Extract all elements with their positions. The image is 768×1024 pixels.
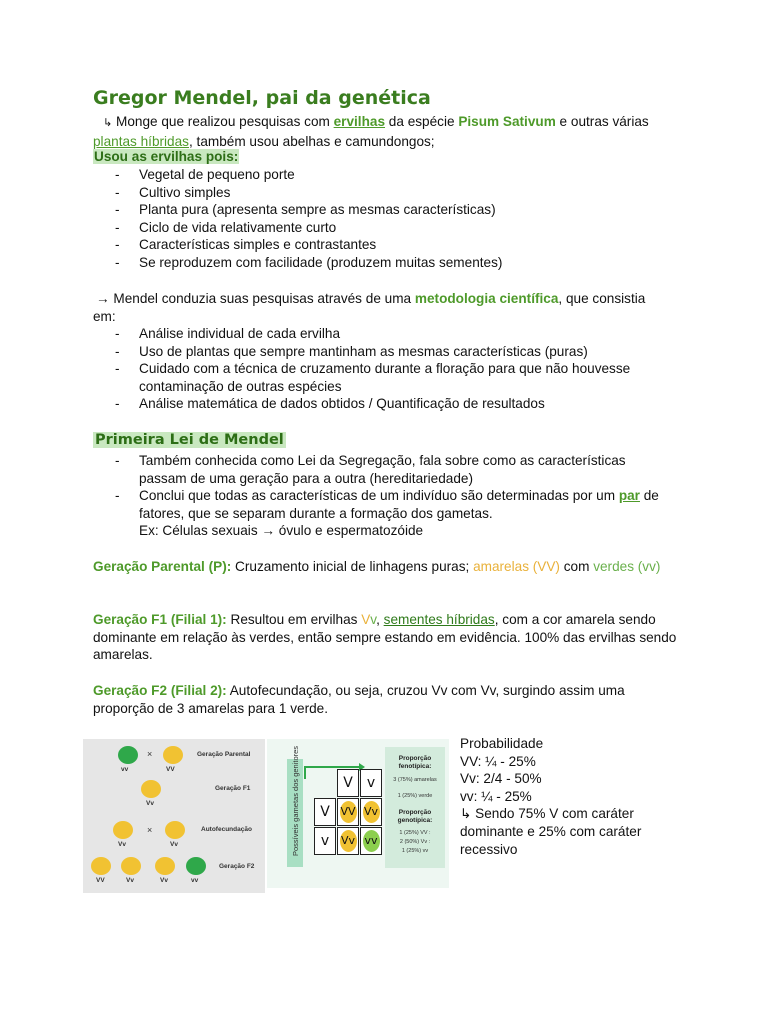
cross-symbol: × [147, 825, 153, 835]
list-item: - Uso de plantas que sempre mantinham as mesmas características (puras) [113, 343, 673, 361]
header-cell: V [337, 769, 359, 797]
proporcao-box [385, 747, 445, 868]
green-pea [118, 746, 138, 764]
geracao-f2-label: Geração F2 [219, 863, 255, 870]
yellow-pea [113, 821, 133, 839]
metodo-list [113, 325, 673, 413]
genotipica-line: 1 (25%) VV : [399, 830, 431, 836]
yellow-pea [121, 857, 141, 875]
list-item: - Características simples e contrastantes [113, 236, 673, 254]
probabilidade-conclusion: ↳ Sendo 75% V com caráter dominante e 25% com caráter recessivo [460, 806, 642, 857]
genotype-text: vv [363, 830, 380, 852]
autofecundacao-label: Autofecundação [201, 826, 252, 833]
f1-label: Geração F1 (Filial 1): [93, 612, 227, 627]
amarelas-term: amarelas (VV) [473, 559, 560, 574]
lei-text: Conclui que todas as características de um indivíduo são determinadas por um [139, 488, 619, 504]
yellow-pea [155, 857, 175, 875]
genotype-text: VV [340, 801, 357, 823]
metodologia-term: metodologia científica [414, 291, 559, 306]
metodo-text: , que consistia em: [93, 291, 646, 324]
generations-figure [83, 739, 265, 893]
green-pea [186, 857, 206, 875]
f1-allele-dominant: V [361, 612, 371, 627]
ervilhas-term: ervilhas [333, 114, 386, 129]
pea-label: VV [166, 766, 175, 773]
fenotipica-line: 1 (25%) verde [397, 793, 433, 799]
probabilidade-block [460, 735, 660, 858]
usou-heading-line [93, 148, 683, 166]
pea-label: VV [96, 877, 105, 884]
genotype-text: Vv [363, 801, 380, 823]
list-item: - Análise individual de cada ervilha [113, 325, 673, 343]
yellow-pea [165, 821, 185, 839]
lei-example: Ex: Células sexuais → óvulo e espermatozóide [139, 523, 424, 539]
parental-label: Geração Parental (P): [93, 559, 232, 574]
yellow-pea [91, 857, 111, 875]
parental-paragraph [93, 558, 683, 576]
parental-text: com [559, 559, 594, 574]
genotype-cell [360, 798, 382, 826]
probabilidade-line: Vv: 2/4 - 50% [460, 771, 542, 787]
probabilidade-title: Probabilidade [460, 736, 544, 751]
list-item: - Se reproduzem com facilidade (produzem muitas sementes) [113, 254, 673, 272]
list-item: - Cultivo simples [113, 184, 673, 202]
fenotipica-line: 3 (75%) amarelas [393, 777, 437, 783]
list-item: - Planta pura (apresenta sempre as mesmas características) [113, 201, 673, 219]
intro-paragraph [93, 113, 683, 150]
sementes-term: sementes híbridas [383, 612, 495, 627]
intro-text: da espécie [385, 114, 459, 129]
row-head-cell: V [314, 798, 336, 826]
verdes-term: verdes (vv) [593, 559, 661, 574]
metodo-text: → Mendel conduzia suas pesquisas através de uma [96, 291, 415, 306]
probabilidade-line: vv: ¼ - 25% [460, 788, 532, 804]
return-arrow: ↳ [103, 117, 113, 129]
lei-list [113, 452, 673, 540]
f1-text: Resultou em ervilhas [226, 612, 362, 627]
gametas-text: Possíveis gametas dos genitores [291, 745, 300, 856]
pea-label: vv [121, 766, 129, 773]
pisum-term: Pisum Sativum [458, 114, 556, 129]
intro-text: e outras várias [555, 114, 649, 129]
metodo-paragraph [93, 290, 668, 325]
pea-label: Vv [170, 841, 178, 848]
genotype-text: Vv [340, 830, 357, 852]
genotipica-line: 2 (50%) Vv : [399, 839, 431, 845]
fenotipica-title: Proporção fenotípica: [398, 755, 432, 770]
yellow-pea [163, 746, 183, 764]
f2-paragraph [93, 682, 683, 717]
intro-text: , também usou abelhas e camundongos; [188, 133, 435, 149]
f2-label: Geração F2 (Filial 2): [93, 683, 227, 698]
cross-symbol: × [147, 749, 153, 759]
list-item: - Ciclo de vida relativamente curto [113, 219, 673, 237]
plantas-term: plantas híbridas [93, 133, 189, 149]
list-item: - Também conhecida como Lei da Segregação, fala sobre como as características passam de uma geração para a outra (hereditariedade) [113, 452, 644, 487]
f2-text: Autofecundação, ou seja, cruzou Vv com Vv, surgindo assim uma proporção de 3 amarelas para 1 verde. [93, 683, 625, 716]
punnett-grid [313, 769, 381, 859]
probabilidade-line: VV: ¼ - 25% [460, 753, 536, 769]
list-item [113, 487, 664, 540]
list-item: - Cuidado com a técnica de cruzamento durante a floração para que não houvesse contaminação de outras espécies [113, 360, 651, 395]
header-cell: v [360, 769, 382, 797]
f1-allele-recessive: v [370, 612, 377, 627]
genotipica-line: 1 (25%) vv [401, 848, 429, 854]
list-item: - Análise matemática de dados obtidos / Quantificação de resultados [113, 395, 673, 413]
geracao-f1-label: Geração F1 [215, 785, 251, 792]
pea-label: Vv [160, 877, 168, 884]
pea-label: vv [191, 877, 199, 884]
f1-paragraph [93, 611, 683, 664]
list-item: - Vegetal de pequeno porte [113, 166, 673, 184]
intro-text: Monge que realizou pesquisas com [112, 114, 334, 129]
pea-label: Vv [126, 877, 134, 884]
genotipica-title: Proporção genotípica: [397, 809, 433, 824]
lei-text: de fatores, que se separam durante a formação dos gametas. [139, 488, 659, 521]
genotype-cell [337, 798, 359, 826]
page-title: Gregor Mendel, pai da genética [93, 87, 431, 109]
par-term: par [618, 488, 640, 504]
genotype-cell [360, 827, 382, 855]
parental-text: Cruzamento inicial de linhagens puras; [231, 559, 474, 574]
yellow-pea [141, 780, 161, 798]
f1-text: , [376, 612, 384, 627]
row-head-cell: v [314, 827, 336, 855]
usou-heading: Usou as ervilhas pois: [94, 149, 239, 164]
f1-text: , com a cor amarela sendo dominante em relação às verdes, então sempre estando em evidência. 100% das ervilhas sendo amarelas. [93, 612, 677, 662]
geracao-parental-label: Geração Parental [197, 751, 251, 758]
punnett-figure [267, 739, 449, 888]
primeira-lei-heading: Primeira Lei de Mendel [95, 432, 284, 448]
usou-list [113, 166, 673, 272]
genotype-cell [337, 827, 359, 855]
pea-label: Vv [118, 841, 126, 848]
pea-label: Vv [146, 800, 154, 807]
